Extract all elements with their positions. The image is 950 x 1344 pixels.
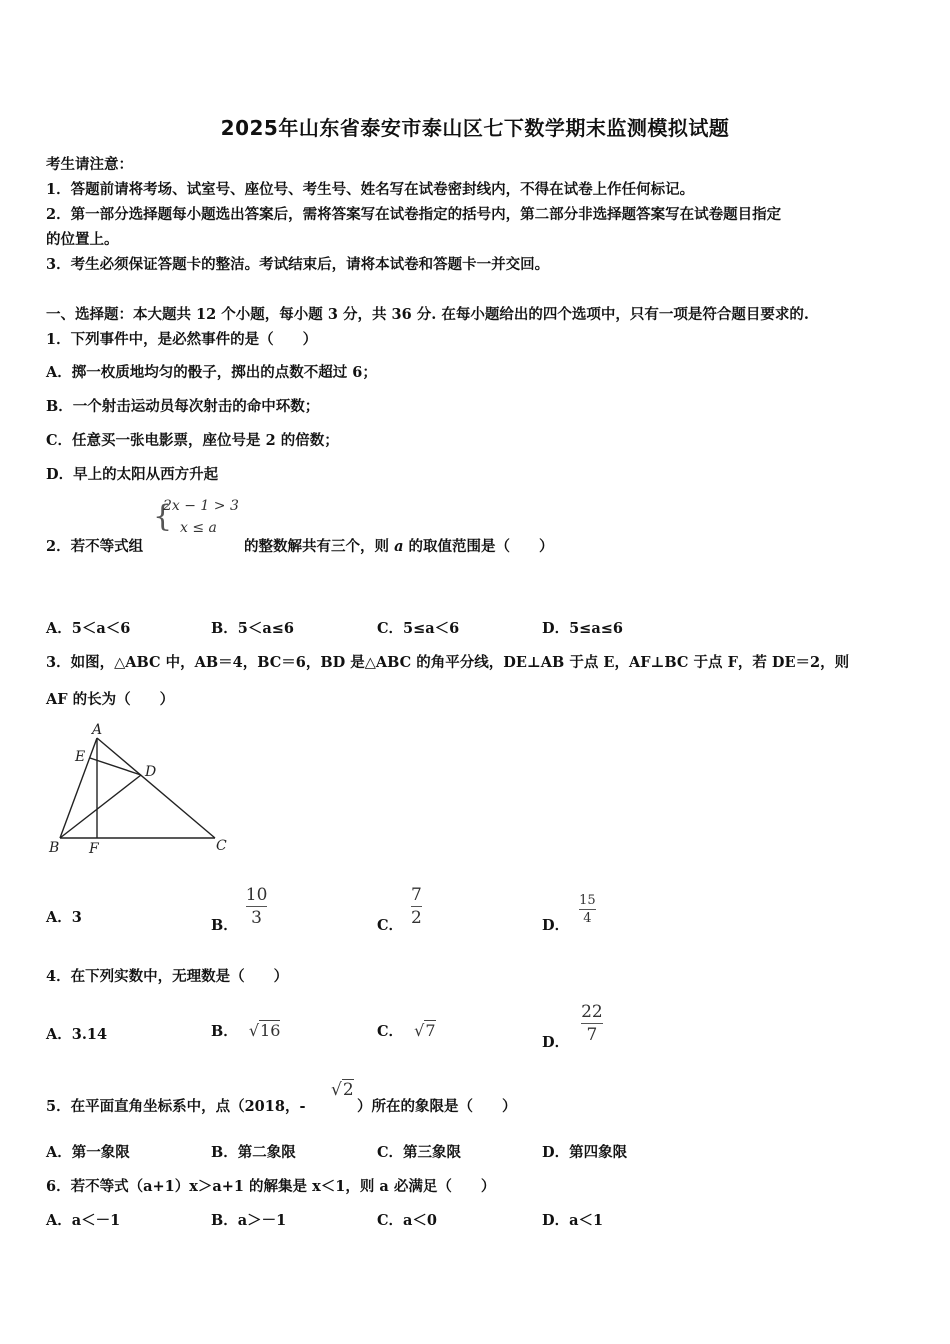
page-title: 2025年山东省泰安市泰山区七下数学期末监测模拟试题	[220, 116, 730, 140]
question-4-stem: 4．在下列实数中，无理数是（ ）	[46, 968, 289, 985]
q5-option-b: B．第二象限	[211, 1144, 296, 1161]
q3-option-a-value: 3	[71, 909, 82, 926]
q3-option-d-label: D．	[542, 917, 570, 934]
question-5-stem-a: 5．在平面直角坐标系中，点（2018，-	[46, 1098, 306, 1115]
sqrt-2: √2	[331, 1080, 354, 1100]
question-5-stem-b: ）所在的象限是（ ）	[357, 1098, 517, 1115]
system-line-1: 2x − 1 > 3	[163, 498, 239, 514]
question-2-var: a	[394, 538, 404, 555]
question-2-stem-a: 2．若不等式组	[46, 538, 144, 555]
question-6-stem: 6．若不等式（a+1）x＞a+1 的解集是 x＜1，则 a 必满足（ ）	[46, 1178, 496, 1195]
q5-option-a: A．第一象限	[46, 1144, 130, 1161]
q3-option-b	[211, 878, 267, 935]
q5-option-c: C．第三象限	[377, 1144, 462, 1161]
label-a: A	[92, 722, 103, 738]
q4-option-c	[377, 1020, 436, 1041]
fraction-denominator: 4	[583, 911, 592, 926]
radicand: 7	[425, 1021, 436, 1040]
question-2-stem-b	[244, 535, 554, 556]
q1-option-d: D．早上的太阳从西方升起	[46, 466, 219, 483]
fraction-numerator: 15	[579, 893, 596, 908]
q3-option-b-fraction	[246, 884, 268, 929]
fraction-denominator: 2	[411, 908, 422, 928]
q6-option-b: B．a＞－1	[211, 1212, 287, 1229]
q3-option-d	[542, 884, 596, 935]
label-d: D	[145, 764, 157, 780]
question-3-stem-line-2: AF 的长为（ ）	[46, 691, 175, 708]
q3-option-b-label: B．	[211, 917, 238, 934]
q4-option-a	[46, 1023, 107, 1044]
section-heading: 一、选择题：本大题共 12 个小题，每小题 3 分，共 36 分. 在每小题给出的四个选项中，只有一项是符合题目要求的.	[46, 306, 809, 323]
sqrt-16: √16	[248, 1021, 281, 1040]
q3-option-c-fraction	[411, 884, 422, 929]
q1-option-c: C．任意买一张电影票，座位号是 2 的倍数；	[46, 432, 339, 449]
q6-option-a: A．a＜－1	[46, 1212, 121, 1229]
q4-option-b	[211, 1020, 280, 1041]
q1-option-a: A．掷一枚质地均匀的骰子，掷出的点数不超过 6；	[46, 364, 377, 381]
question-2-stem-c: 的取值范围是（ ）	[408, 538, 554, 555]
q4-option-b-label: B．	[211, 1023, 238, 1040]
triangle-figure	[40, 718, 240, 858]
fraction-denominator: 7	[586, 1025, 598, 1045]
label-c: C	[216, 838, 227, 854]
fraction-denominator: 3	[251, 908, 262, 928]
fraction-numerator: 22	[581, 1002, 603, 1022]
q4-option-d-label: D．	[542, 1034, 570, 1051]
segment-ac	[97, 738, 215, 838]
q4-option-c-label: C．	[377, 1023, 404, 1040]
q4-option-d-fraction	[581, 1001, 603, 1046]
q4-option-d	[542, 995, 603, 1052]
q5-option-d: D．第四象限	[542, 1144, 628, 1161]
notice-heading: 考生请注意：	[46, 156, 133, 173]
fraction-numerator: 7	[411, 885, 422, 905]
notice-item-1: 1．答题前请将考场、试室号、座位号、考生号、姓名写在试卷密封线内，不得在试卷上作任何标记。	[46, 181, 695, 198]
q1-option-b: B．一个射击运动员每次射击的命中环数；	[46, 398, 320, 415]
q6-option-c: C．a＜0	[377, 1212, 438, 1229]
notice-item-2-cont: 的位置上。	[46, 231, 119, 248]
q2-option-d: D．5≤a≤6	[542, 620, 623, 637]
question-1-stem: 1．下列事件中，是必然事件的是（ ）	[46, 331, 318, 348]
radicand: 16	[260, 1021, 281, 1040]
question-2-stem-b-text: 的整数解共有三个，则	[244, 538, 389, 555]
q3-option-a	[46, 906, 82, 927]
q3-option-c	[377, 878, 422, 935]
notice-item-2: 2．第一部分选择题每小题选出答案后，需将答案写在试卷指定的括号内，第二部分非选择题答案写在试卷题目指定	[46, 206, 782, 223]
q6-option-d: D．a＜1	[542, 1212, 604, 1229]
q3-option-d-fraction	[579, 892, 596, 927]
sqrt-7: √7	[414, 1021, 436, 1040]
system-line-2: x ≤ a	[180, 520, 217, 536]
q3-option-a-label: A．	[46, 909, 72, 926]
q2-option-a: A．5＜a＜6	[46, 620, 131, 637]
label-e: E	[75, 749, 86, 765]
q2-option-b: B．5＜a≤6	[211, 620, 294, 637]
q4-option-a-value: 3.14	[71, 1026, 108, 1043]
q4-option-a-label: A．	[46, 1026, 72, 1043]
q3-option-c-label: C．	[377, 917, 404, 934]
q2-option-c: C．5≤a＜6	[377, 620, 460, 637]
question-3-stem-line-1: 3．如图，△ABC 中，AB＝4，BC＝6，BD 是△ABC 的角平分线，DE⊥AB 于点 E，AF⊥BC 于点 F，若 DE＝2，则	[46, 654, 850, 671]
radicand: 2	[342, 1080, 354, 1100]
fraction-numerator: 10	[245, 885, 268, 905]
notice-item-3: 3．考生必须保证答题卡的整洁。考试结束后，请将本试卷和答题卡一并交回。	[46, 256, 550, 273]
label-b: B	[49, 840, 60, 856]
label-f: F	[89, 841, 99, 857]
